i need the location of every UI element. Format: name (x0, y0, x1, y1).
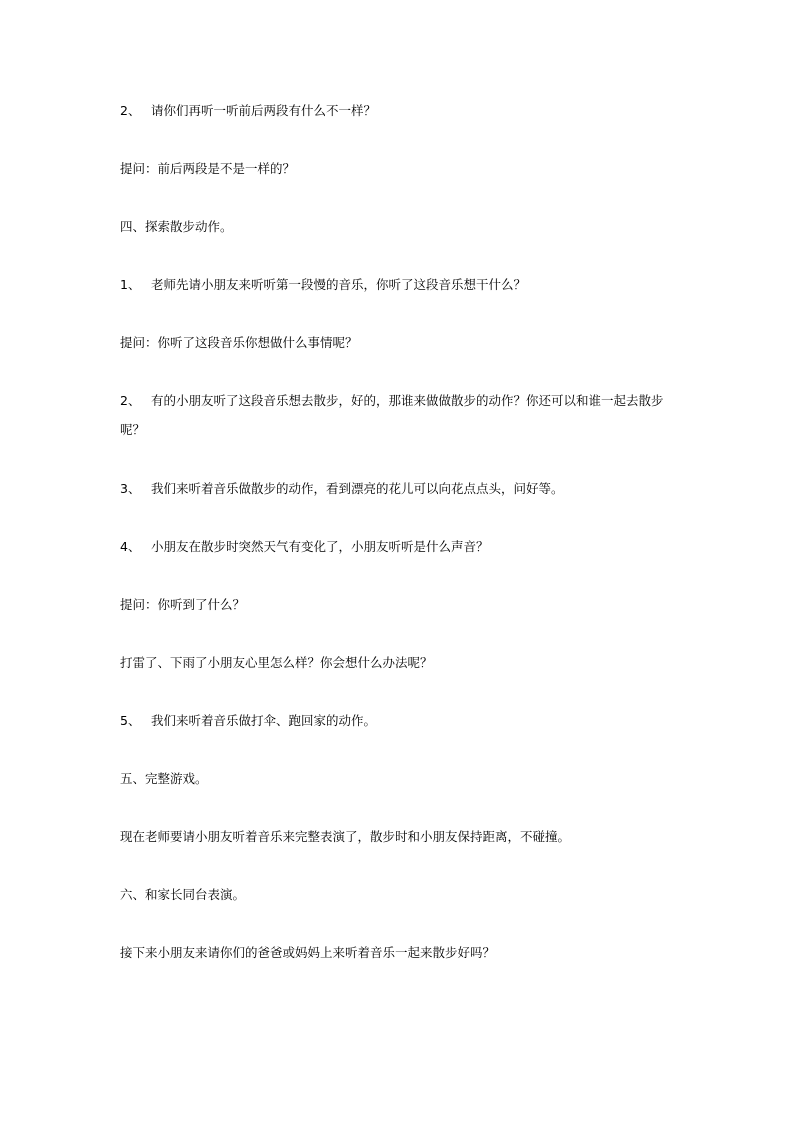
paragraph-question-what-to-do (120, 328, 680, 357)
item-number: 1、 (120, 277, 141, 292)
paragraph-step-2-listen (120, 96, 680, 125)
paragraph-thunder-rain (120, 648, 680, 677)
item-number: 4、 (120, 539, 141, 554)
paragraph-question-heard (120, 590, 680, 619)
paragraph-step-4-weather (120, 532, 680, 561)
paragraph-step-2-walk (120, 386, 680, 444)
item-number: 5、 (120, 713, 141, 728)
paragraph-text: 请你们再听一听前后两段有什么不一样？ (151, 103, 377, 118)
paragraph-text: 六、和家长同台表演。 (120, 887, 246, 902)
paragraph-text: 五、完整游戏。 (120, 771, 208, 786)
paragraph-text: 提问：前后两段是不是一样的？ (120, 161, 296, 176)
paragraph-text: 小朋友在散步时突然天气有变化了，小朋友听听是什么声音？ (151, 539, 489, 554)
paragraph-text: 有的小朋友听了这段音乐想去散步，好的，那谁来做做散步的动作？你还可以和谁一起去散步呢？ (120, 393, 664, 437)
paragraph-text: 我们来听着音乐做散步的动作，看到漂亮的花儿可以向花点点头，问好等。 (151, 481, 564, 496)
paragraph-step-1-slow-music (120, 270, 680, 299)
paragraph-text: 四、探索散步动作。 (120, 219, 233, 234)
paragraph-complete-performance (120, 822, 680, 851)
paragraph-step-5-umbrella (120, 706, 680, 735)
paragraph-step-3-walk-music (120, 474, 680, 503)
paragraph-text: 提问：你听了这段音乐你想做什么事情呢？ (120, 335, 358, 350)
item-number: 3、 (120, 481, 141, 496)
paragraph-text: 接下来小朋友来请你们的爸爸或妈妈上来听着音乐一起来散步好吗？ (120, 945, 496, 960)
paragraph-invite-parents (120, 938, 680, 967)
section-heading-6 (120, 880, 680, 909)
paragraph-text: 我们来听着音乐做打伞、跑回家的动作。 (151, 713, 377, 728)
paragraph-text: 打雷了、下雨了小朋友心里怎么样？你会想什么办法呢？ (120, 655, 433, 670)
paragraph-text: 提问：你听到了什么？ (120, 597, 246, 612)
section-heading-4 (120, 212, 680, 241)
paragraph-text: 老师先请小朋友来听听第一段慢的音乐，你听了这段音乐想干什么？ (151, 277, 527, 292)
paragraph-text: 现在老师要请小朋友听着音乐来完整表演了，散步时和小朋友保持距离，不碰撞。 (120, 829, 571, 844)
section-heading-5 (120, 764, 680, 793)
paragraph-question-same (120, 154, 680, 183)
item-number: 2、 (120, 103, 141, 118)
item-number: 2、 (120, 393, 141, 408)
